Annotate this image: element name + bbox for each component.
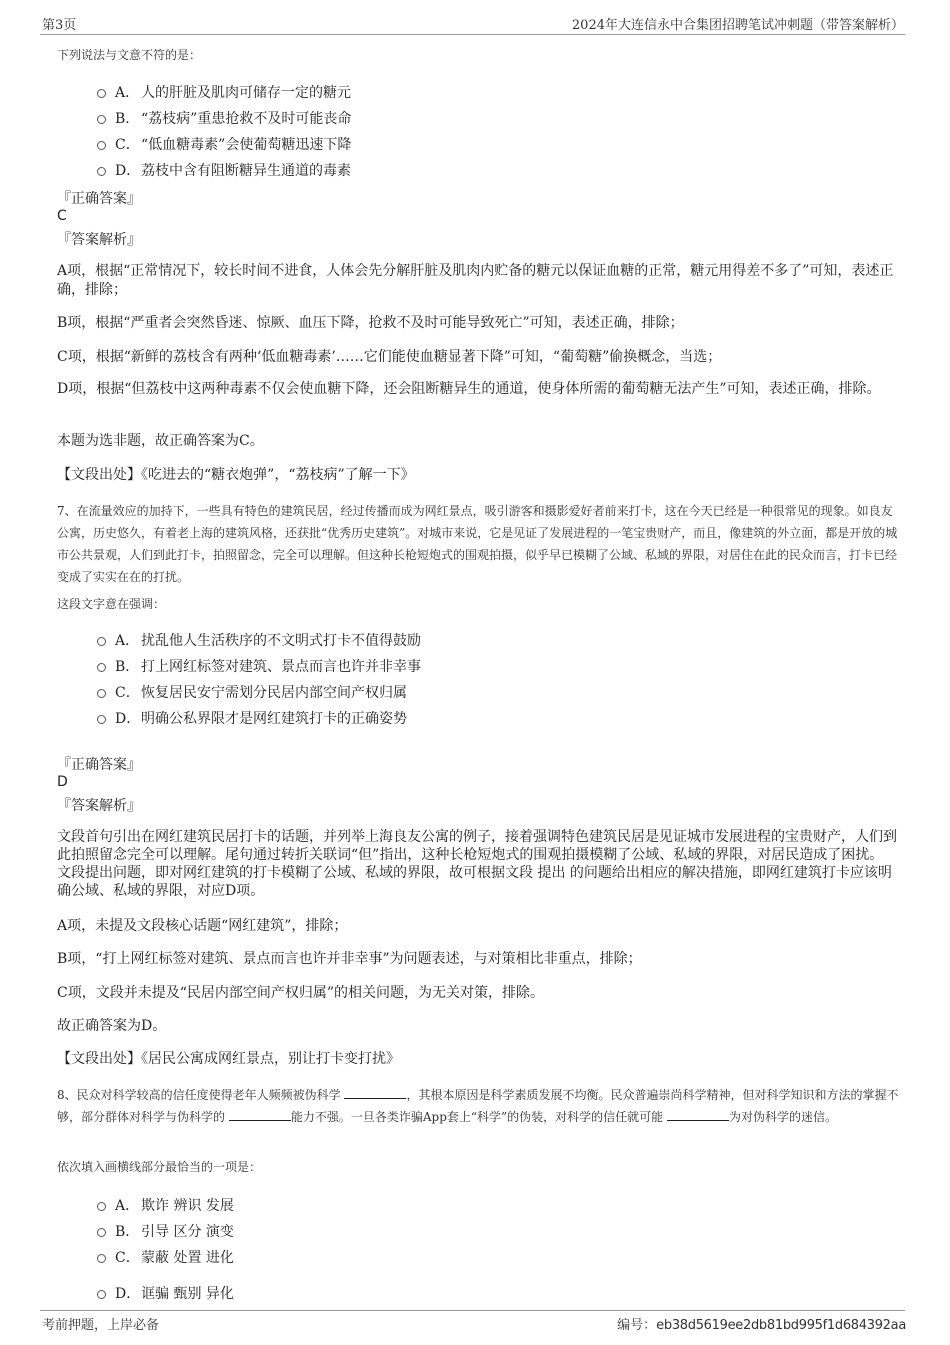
q7-option-a[interactable] xyxy=(97,630,421,650)
q8-passage-part3: 能力不强。一旦各类诈骗App套上“科学”的伪装，对科学的信任就可能 xyxy=(290,1110,664,1124)
option-text: 欺诈 辨识 发展 xyxy=(141,1198,234,1214)
q7-conclusion: 故正确答案为D。 xyxy=(57,1018,167,1034)
option-letter: C． xyxy=(115,1250,140,1266)
q7-answer: D xyxy=(57,774,68,790)
page-number: 第3页 xyxy=(42,18,77,33)
radio-icon[interactable] xyxy=(97,1254,106,1263)
q6-option-d[interactable] xyxy=(97,160,351,180)
q7-analysis-main: 文段首句引出在网红建筑民居打卡的话题，并列举上海良友公寓的例子，接着强调特色建筑民居是见证城市发展进程的宝贵财产，人们到此拍照留念完全可以理解。尾句通过转折关联词“但”指出，这种长枪短炮式的围观拍摄模糊了公域、私域的界限，对居民造成了困扰。文段提出问题，即对网红建筑的打卡模糊了公域、私域的界限，故可根据文段 提出 的问题给出相应的解决措施，即网红建筑打卡应该明确公域、私域的界限，对应D项。 xyxy=(57,829,897,899)
q6-answer-label: 『正确答案』 xyxy=(57,191,141,207)
q6-source: 【文段出处】《吃进去的“糖衣炮弹”，“荔枝病”了解一下》 xyxy=(57,467,415,483)
option-letter: A． xyxy=(115,1198,140,1214)
q7-option-b[interactable] xyxy=(97,656,421,676)
blank-1 xyxy=(344,1086,406,1099)
option-letter: A． xyxy=(115,633,140,649)
radio-icon[interactable] xyxy=(97,637,106,646)
radio-icon[interactable] xyxy=(97,115,106,124)
option-letter: D． xyxy=(115,711,141,727)
q8-passage xyxy=(57,1084,899,1128)
blank-3 xyxy=(667,1108,729,1121)
footer-divider xyxy=(40,1310,905,1311)
option-text: 人的肝脏及肌肉可储存一定的糖元 xyxy=(141,85,351,101)
q8-option-c[interactable] xyxy=(97,1247,234,1267)
document-title: 2024年大连信永中合集团招聘笔试冲刺题（带答案解析） xyxy=(571,18,904,33)
option-text: 诓骗 甄别 异化 xyxy=(141,1286,234,1302)
q8-option-a[interactable] xyxy=(97,1195,234,1215)
q6-analysis-c: C项，根据“新鲜的荔枝含有两种‘低血糖毒素’……它们能使血糖显著下降”可知，“葡萄糖”偷换概念，当选； xyxy=(57,349,722,365)
option-text: 荔枝中含有阻断糖异生通道的毒素 xyxy=(141,163,351,179)
q7-option-d[interactable] xyxy=(97,708,407,728)
radio-icon[interactable] xyxy=(97,1228,106,1237)
q8-passage-part2: ，其根本原因是科学素质发展不均衡。民众普遍崇尚科学精神，但对科学知识和方法的掌握不够，部分群体对科学与伪科学的 xyxy=(57,1088,899,1124)
option-letter: C． xyxy=(115,137,140,153)
option-text: 打上网红标签对建筑、景点而言也许并非幸事 xyxy=(141,659,421,675)
q7-source: 【文段出处】《居民公寓成网红景点，别让打卡变打扰》 xyxy=(57,1051,400,1067)
option-text: “荔枝病”重患抢救不及时可能丧命 xyxy=(141,111,352,127)
header-divider xyxy=(40,34,905,35)
radio-icon[interactable] xyxy=(97,1202,106,1211)
q8-passage-part1: 8、民众对科学较高的信任度使得老年人频频被伪科学 xyxy=(57,1088,341,1102)
radio-icon[interactable] xyxy=(97,1290,106,1299)
option-text: “低血糖毒素”会使葡萄糖迅速下降 xyxy=(141,137,352,153)
q6-conclusion: 本题为选非题，故正确答案为C。 xyxy=(57,433,264,449)
q6-analysis-b: B项，根据“严重者会突然昏迷、惊厥、血压下降，抢救不及时可能导致死亡”可知，表述正确，排除； xyxy=(57,315,684,331)
radio-icon[interactable] xyxy=(97,689,106,698)
footer-code-label: 编号： xyxy=(617,1318,657,1333)
blank-2 xyxy=(229,1108,291,1121)
option-text: 扰乱他人生活秩序的不文明式打卡不值得鼓励 xyxy=(141,633,421,649)
q7-analysis-b: B项，“打上网红标签对建筑、景点而言也许并非幸事”为问题表述，与对策相比非重点，排除； xyxy=(57,951,642,967)
radio-icon[interactable] xyxy=(97,167,106,176)
option-letter: D． xyxy=(115,1286,141,1302)
q6-analysis-d: D项，根据“但荔枝中这两种毒素不仅会使血糖下降，还会阻断糖异生的通道，使身体所需的葡萄糖无法产生”可知，表述正确，排除。 xyxy=(57,381,881,397)
footer-slogan: 考前押题，上岸必备 xyxy=(42,1318,160,1333)
q7-option-c[interactable] xyxy=(97,682,407,702)
q8-option-b[interactable] xyxy=(97,1221,234,1241)
option-text: 恢复居民安宁需划分民居内部空间产权归属 xyxy=(141,685,407,701)
option-letter: B． xyxy=(115,111,140,127)
footer-code-value: eb38d5619ee2db81bd995f1d684392aa xyxy=(656,1318,906,1333)
q7-answer-label: 『正确答案』 xyxy=(57,757,141,773)
radio-icon[interactable] xyxy=(97,89,106,98)
q7-analysis-c: C项，文段并未提及“民居内部空间产权归属”的相关问题，为无关对策，排除。 xyxy=(57,985,545,1001)
option-text: 蒙蔽 处置 进化 xyxy=(141,1250,234,1266)
option-letter: B． xyxy=(115,659,140,675)
option-text: 引导 区分 演变 xyxy=(141,1224,234,1240)
q7-analysis-label: 『答案解析』 xyxy=(57,798,141,814)
option-text: 明确公私界限才是网红建筑打卡的正确姿势 xyxy=(141,711,407,727)
q6-prompt: 下列说法与文意不符的是： xyxy=(57,48,202,62)
q8-option-d[interactable] xyxy=(97,1283,234,1303)
option-letter: B． xyxy=(115,1224,140,1240)
q6-option-a[interactable] xyxy=(97,82,351,102)
q6-answer: C xyxy=(57,208,67,224)
q6-analysis-a: A项，根据“正常情况下，较长时间不进食，人体会先分解肝脏及肌肉内贮备的糖元以保证血糖的正常，糖元用得差不多了”可知，表述正确，排除； xyxy=(57,263,894,298)
option-letter: C． xyxy=(115,685,140,701)
option-letter: A． xyxy=(115,85,140,101)
radio-icon[interactable] xyxy=(97,141,106,150)
q8-prompt: 依次填入画横线部分最恰当的一项是： xyxy=(57,1160,262,1174)
q6-analysis-label: 『答案解析』 xyxy=(57,232,141,248)
footer-code xyxy=(617,1314,906,1333)
q8-passage-part4: 为对伪科学的迷信。 xyxy=(728,1110,837,1124)
q6-option-c[interactable] xyxy=(97,134,351,154)
q6-option-b[interactable] xyxy=(97,108,351,128)
q7-passage: 7、在流量效应的加持下，一些具有特色的建筑民居，经过传播而成为网红景点，吸引游客和摄影爱好者前来打卡，这在今天已经是一种很常见的现象。如良友公寓，历史悠久，有着老上海的建筑风格，还获批“优秀历史建筑”。对城市来说，它是见证了发展进程的一笔宝贵财产，而且，像建筑的外立面，都是开放的城市公共景观，人们到此打卡，拍照留念，完全可以理解。但这种长枪短炮式的围观拍摄，似乎早已模糊了公域、私域的界限，对居住在此的民众而言，打卡已经变成了实实在在的打扰。 xyxy=(57,504,898,584)
q7-analysis-a: A项，未提及文段核心话题“网红建筑”，排除； xyxy=(57,918,348,934)
q7-prompt: 这段文字意在强调： xyxy=(57,597,166,611)
radio-icon[interactable] xyxy=(97,715,106,724)
radio-icon[interactable] xyxy=(97,663,106,672)
option-letter: D． xyxy=(115,163,141,179)
